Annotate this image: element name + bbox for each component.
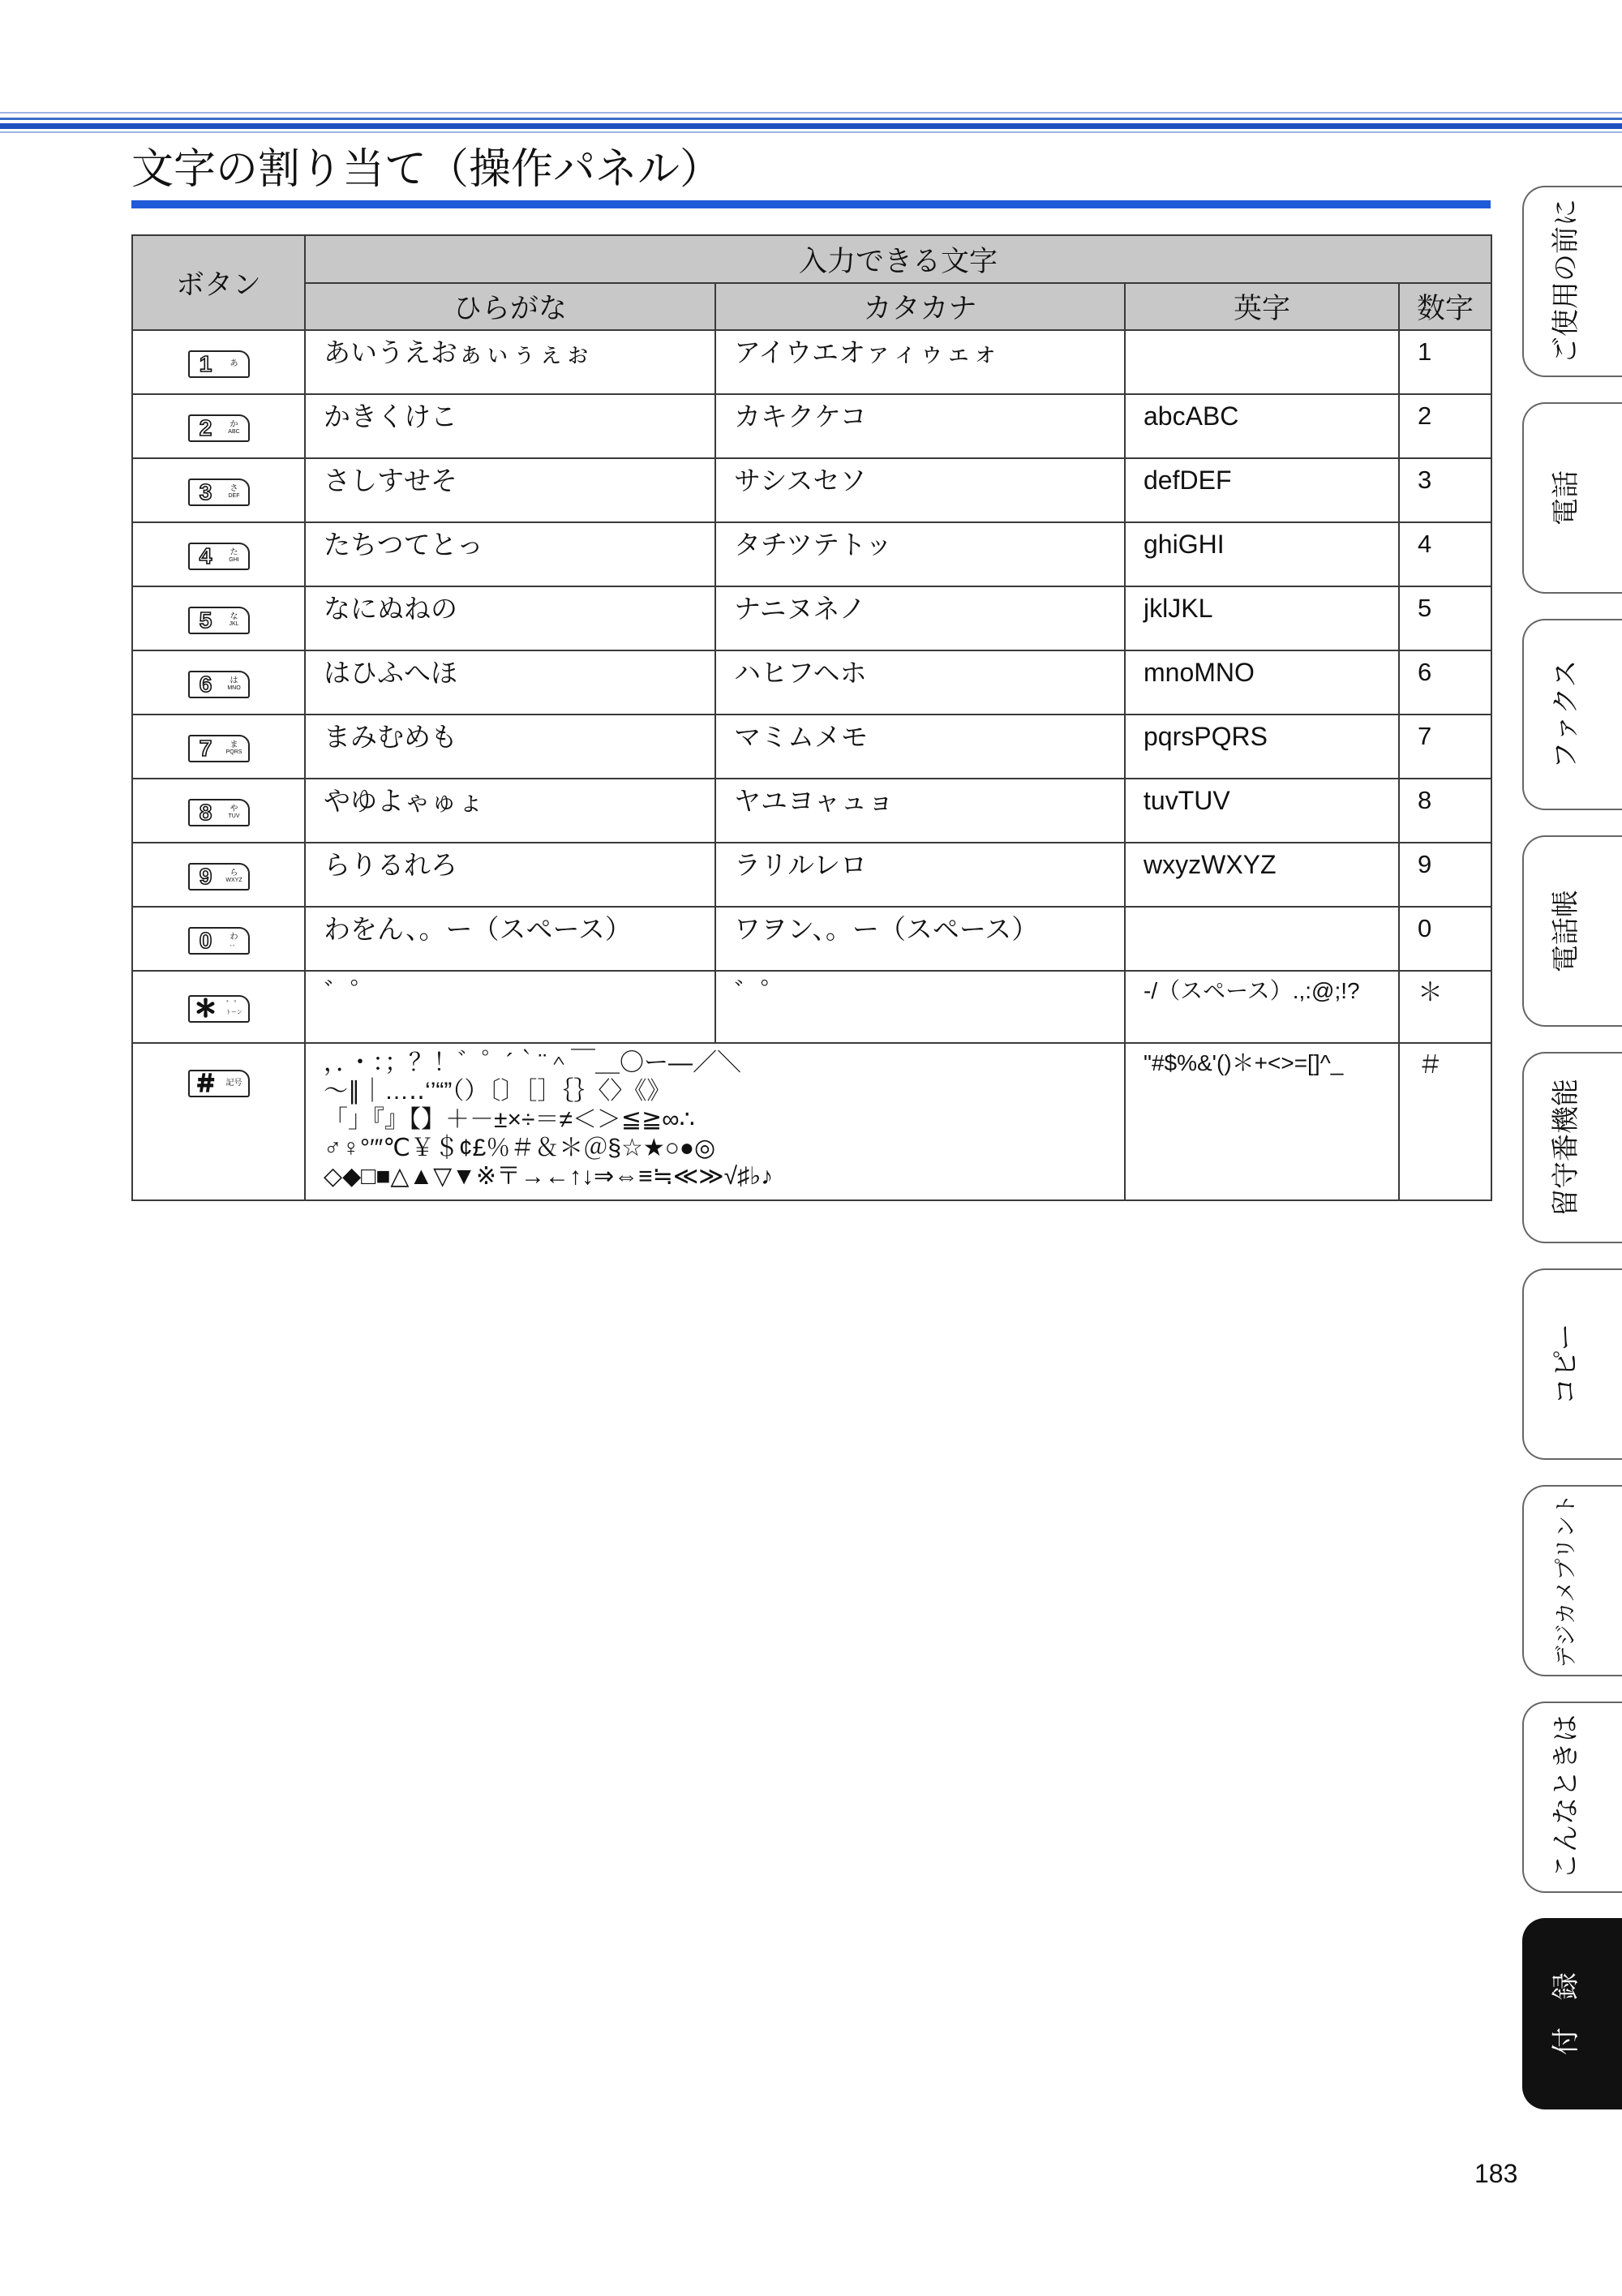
key-sub-labels [222, 805, 247, 819]
character-assignment-table [131, 234, 1492, 1201]
key-sub-labels [222, 869, 247, 883]
key-0-icon [188, 927, 250, 955]
header-rule [0, 112, 1622, 114]
key-glyph: ＃ [194, 1071, 217, 1097]
symbols-line: 「」『』【】＋－±×÷＝≠＜＞≦≧∞∴ [324, 1106, 695, 1133]
header-alphabet: 英字 [1125, 283, 1399, 330]
number-cell: 3 [1399, 458, 1491, 522]
header-button: ボタン [132, 235, 305, 330]
key-glyph: 4 [199, 543, 212, 569]
alphabet-cell: wxyzWXYZ [1125, 843, 1399, 907]
key-kana: ゛゜ [225, 1001, 242, 1011]
key-7-icon [188, 735, 250, 762]
katakana-cell: アイウエオァィゥェォ [715, 330, 1125, 394]
katakana-cell: ゛゜ [715, 971, 1125, 1043]
key-letters: 、。 [230, 942, 238, 948]
header-hiragana: ひらがな [305, 283, 715, 330]
key-kana: や [230, 805, 238, 814]
number-cell: 0 [1399, 907, 1491, 971]
button-cell [132, 458, 305, 522]
button-cell [132, 715, 305, 779]
hiragana-cell: さしすせそ [305, 458, 715, 522]
hiragana-cell: なにぬねの [305, 586, 715, 650]
symbols-cell [305, 1043, 1125, 1200]
key-glyph: 8 [199, 799, 212, 825]
table-row [132, 330, 1491, 394]
number-cell: 7 [1399, 715, 1491, 779]
key-sub-labels [222, 677, 247, 691]
page-title: 文字の割り当て（操作パネル） [131, 146, 723, 193]
button-cell [132, 843, 305, 907]
alphabet-cell [1125, 907, 1399, 971]
side-tab-troubleshooting[interactable] [1522, 1702, 1622, 1893]
alphabet-cell: tuvTUV [1125, 779, 1399, 843]
number-cell: 8 [1399, 779, 1491, 843]
key-glyph: 3 [199, 479, 212, 504]
key-sub-labels [222, 741, 247, 755]
key-kana: さ [230, 484, 238, 494]
key-kana: は [230, 676, 238, 686]
key-hash-icon [188, 1070, 250, 1097]
key-sub-labels [222, 360, 247, 368]
title-underline-bar [131, 200, 1491, 208]
key-letters: WXYZ [225, 878, 242, 884]
table-row [132, 458, 1491, 522]
number-cell: 9 [1399, 843, 1491, 907]
page-number: 183 [1474, 2159, 1518, 2188]
key-2-icon [188, 414, 250, 442]
side-tab-copy[interactable] [1522, 1268, 1622, 1460]
button-cell [132, 779, 305, 843]
side-tab-before-use[interactable] [1522, 186, 1622, 377]
hiragana-cell: ゛゜ [305, 971, 715, 1043]
key-glyph: 7 [199, 735, 212, 761]
key-3-icon [188, 479, 250, 506]
side-tab-fax[interactable] [1522, 619, 1622, 810]
symbols-line: ，．・：；？！゛゜´｀¨＾￣＿〇ー―／＼ [324, 1049, 741, 1076]
side-tab-answering-machine[interactable] [1522, 1052, 1622, 1243]
button-cell [132, 907, 305, 971]
key-letters: ABC [228, 429, 240, 436]
table-row [132, 715, 1491, 779]
hiragana-cell: はひふへほ [305, 650, 715, 715]
key-letters: DEF [228, 493, 240, 500]
katakana-cell: ヤユヨャュョ [715, 779, 1125, 843]
alphabet-cell: defDEF [1125, 458, 1399, 522]
table-row [132, 522, 1491, 586]
key-letters: JKL [229, 621, 239, 628]
key-sub-labels [222, 933, 247, 947]
number-cell: 5 [1399, 586, 1491, 650]
alphabet-cell: ghiGHI [1125, 522, 1399, 586]
key-letters: トーン [225, 1010, 242, 1016]
side-tab-label: 留守番機能 [1551, 1079, 1581, 1217]
katakana-cell: ハヒフヘホ [715, 650, 1125, 715]
key-glyph: 5 [199, 607, 212, 633]
key-kana: あ [230, 358, 238, 368]
button-cell [132, 394, 305, 458]
hiragana-cell: かきくけこ [305, 394, 715, 458]
key-letters: PQRS [225, 749, 242, 756]
key-kana: 記号 [225, 1079, 242, 1088]
key-9-icon [188, 863, 250, 891]
side-tab-phone[interactable] [1522, 402, 1622, 594]
table-row [132, 650, 1491, 715]
side-tab-label: 付 録 [1551, 1972, 1581, 2055]
alphabet-cell: pqrsPQRS [1125, 715, 1399, 779]
number-cell: 2 [1399, 394, 1491, 458]
key-1-icon [188, 350, 250, 378]
table-row [132, 394, 1491, 458]
table-row [132, 779, 1491, 843]
key-5-icon [188, 607, 250, 634]
header-input-chars: 入力できる文字 [305, 235, 1491, 283]
key-glyph: 0 [199, 927, 212, 953]
katakana-cell: ラリルレロ [715, 843, 1125, 907]
key-kana: な [230, 612, 238, 622]
symbols-line: ♂♀°′″℃￥＄¢£％＃＆＊＠§☆★○●◎ [324, 1135, 716, 1161]
number-cell: ＃ [1399, 1043, 1491, 1200]
katakana-cell: ワヲン、。ー（スペース） [715, 907, 1125, 971]
key-kana: ら [230, 869, 238, 878]
side-tab-label: こんなときは [1551, 1714, 1581, 1880]
hiragana-cell: まみむめも [305, 715, 715, 779]
key-sub-labels [222, 549, 247, 563]
side-tab-label: 電話 [1551, 470, 1581, 526]
key-sub-labels [222, 485, 247, 499]
key-star-icon [188, 995, 250, 1023]
key-glyph: ＊ [194, 995, 217, 1021]
hiragana-cell: わをん、。ー（スペース） [305, 907, 715, 971]
button-cell [132, 522, 305, 586]
side-tab-photo-print[interactable] [1522, 1485, 1622, 1676]
header-rule [0, 123, 1622, 129]
side-tab-phonebook[interactable] [1522, 835, 1622, 1027]
side-tab-label: デジカメプリント [1554, 1493, 1578, 1668]
table-row [132, 1043, 1491, 1200]
hiragana-cell: らりるれろ [305, 843, 715, 907]
number-cell: 4 [1399, 522, 1491, 586]
button-cell [132, 650, 305, 715]
button-cell [132, 1043, 305, 1200]
hiragana-cell: あいうえおぁぃぅぇぉ [305, 330, 715, 394]
key-sub-labels [222, 1002, 247, 1015]
header-number: 数字 [1399, 283, 1491, 330]
table-header-row [132, 235, 1491, 283]
key-glyph: 1 [199, 350, 212, 376]
katakana-cell: マミムメモ [715, 715, 1125, 779]
key-glyph: 2 [199, 414, 212, 440]
key-glyph: 9 [199, 863, 212, 889]
table-row [132, 843, 1491, 907]
number-cell: ＊ [1399, 971, 1491, 1043]
key-letters: MNO [227, 685, 241, 692]
key-glyph: 6 [199, 671, 212, 697]
header-rule [0, 131, 1622, 133]
side-tab-label: ファクス [1551, 659, 1581, 770]
number-cell: 1 [1399, 330, 1491, 394]
katakana-cell: ナニヌネノ [715, 586, 1125, 650]
katakana-cell: タチツテトッ [715, 522, 1125, 586]
alphabet-cell: jklJKL [1125, 586, 1399, 650]
header-rule [0, 118, 1622, 120]
key-sub-labels [222, 1079, 247, 1088]
button-cell [132, 330, 305, 394]
table-row [132, 971, 1491, 1043]
key-kana: ま [230, 740, 238, 750]
key-6-icon [188, 671, 250, 698]
alphabet-cell: abcABC [1125, 394, 1399, 458]
alphabet-cell: mnoMNO [1125, 650, 1399, 715]
button-cell [132, 586, 305, 650]
side-tab-label: コピー [1551, 1323, 1581, 1405]
key-kana: わ [230, 933, 238, 942]
table-subheader-row [132, 283, 1491, 330]
number-cell: 6 [1399, 650, 1491, 715]
key-letters: TUV [228, 813, 240, 820]
hiragana-cell: やゆよゃゅょ [305, 779, 715, 843]
symbols-line: ◇◆□■△▲▽▼※〒→←↑↓⇒⇔≡≒≪≫√♯♭♪ [324, 1163, 774, 1190]
katakana-cell: サシスセソ [715, 458, 1125, 522]
symbols-line: ～∥｜…‥‘’“”（）〔〕［］｛｝〈〉《》 [324, 1078, 672, 1105]
alphabet-cell [1125, 330, 1399, 394]
key-sub-labels [222, 613, 247, 627]
alphabet-cell: -/（スペース）.,:@;!? [1125, 971, 1399, 1043]
header-katakana: カタカナ [715, 283, 1125, 330]
key-sub-labels [222, 421, 247, 435]
hiragana-cell: たちつてとっ [305, 522, 715, 586]
key-kana: た [230, 548, 238, 558]
button-cell [132, 971, 305, 1043]
key-letters: GHI [229, 557, 239, 564]
table-row [132, 907, 1491, 971]
table-row [132, 586, 1491, 650]
side-tab-label: ご使用の前に [1551, 199, 1581, 364]
side-tab-label: 電話帳 [1551, 890, 1581, 972]
alphabet-cell: "#$%&'()＊+<>=[]^_ [1125, 1043, 1399, 1200]
key-4-icon [188, 543, 250, 570]
key-kana: か [230, 420, 238, 430]
key-8-icon [188, 799, 250, 826]
katakana-cell: カキクケコ [715, 394, 1125, 458]
side-tab-appendix[interactable] [1522, 1918, 1622, 2109]
